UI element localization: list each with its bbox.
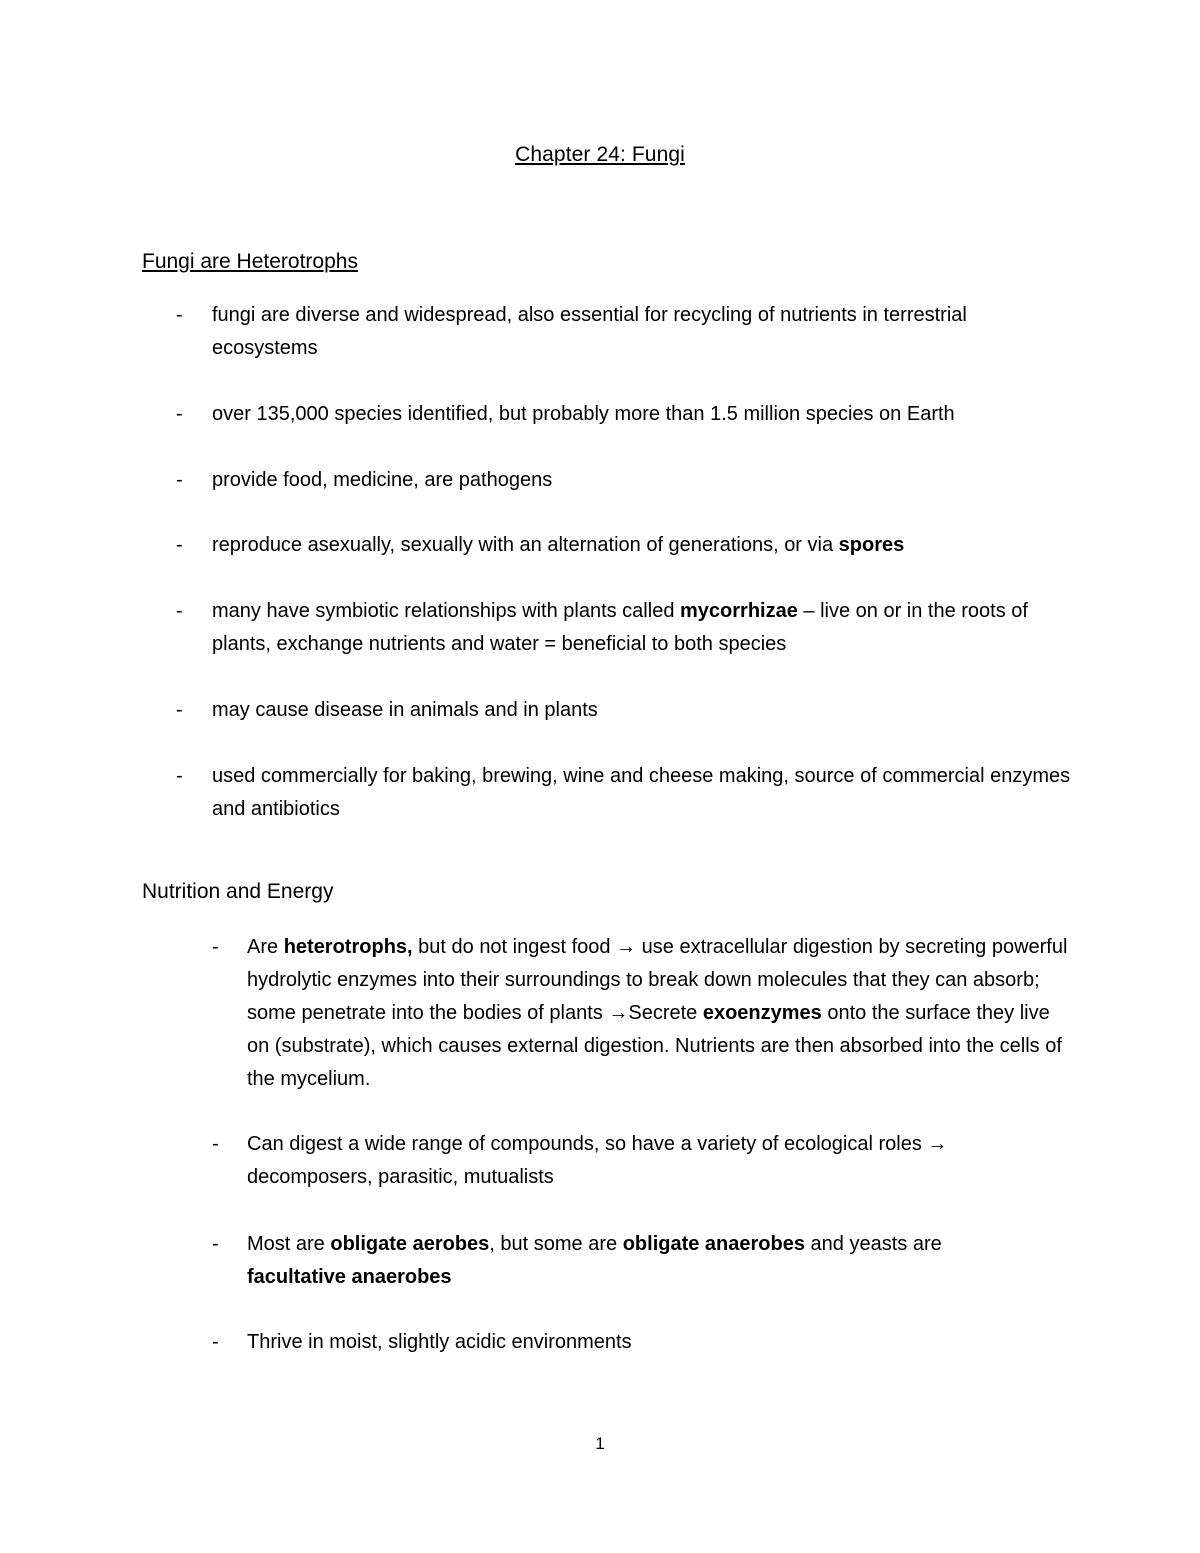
list-item <box>176 398 1076 431</box>
list-item <box>212 1228 1012 1294</box>
list-item <box>176 299 1076 365</box>
bullet-dash: - <box>176 304 183 326</box>
list-item <box>176 760 1076 826</box>
section-heading-heterotrophs: Fungi are Heterotrophs <box>142 250 358 273</box>
bullet-dash: - <box>212 936 219 958</box>
bullet-dash: - <box>176 765 183 787</box>
list-item-text: fungi are diverse and widespread, also essential for recycling of nutrients in terrestrial ecosystems <box>212 304 967 359</box>
list-item-text: many have symbiotic relationships with plants called mycorrhizae – live on or in the roots of plants, exchange nutrients and water = beneficial to both species <box>212 600 1028 655</box>
bullet-dash: - <box>176 469 183 491</box>
bullet-dash: - <box>212 1331 219 1353</box>
list-item-text: Are heterotrophs, but do not ingest food → use extracellular digestion by secreting powerful hydrolytic enzymes into their surroundings to break down molecules that they can absorb; some penetrate into the bodies of plants →Secrete exoenzymes onto the surface they live on (substrate), which causes external digestion. Nutrients are then absorbed into the cells of the mycelium. <box>247 936 1068 1090</box>
list-item-text: may cause disease in animals and in plants <box>212 699 598 721</box>
page-number: 1 <box>595 1434 605 1453</box>
list-item <box>212 1128 1012 1194</box>
page-title: Chapter 24: Fungi <box>515 143 685 166</box>
bullet-dash: - <box>176 600 183 622</box>
list-item-text: Can digest a wide range of compounds, so have a variety of ecological roles → decomposers, parasitic, mutualists <box>247 1133 948 1188</box>
list-item-text: over 135,000 species identified, but probably more than 1.5 million species on Earth <box>212 403 955 425</box>
bullet-dash: - <box>212 1133 219 1155</box>
list-item <box>212 931 1072 1096</box>
term-mycorrhizae: mycorrhizae <box>680 600 798 622</box>
list-item-text: Most are obligate aerobes, but some are obligate anaerobes and yeasts are facultative anaerobes <box>247 1233 942 1288</box>
arrow-right-icon: → <box>927 1133 948 1155</box>
arrow-right-icon: → <box>616 936 637 958</box>
list-item <box>176 529 1076 562</box>
bullet-dash: - <box>176 534 183 556</box>
section-heading-nutrition: Nutrition and Energy <box>142 880 334 903</box>
bullet-dash: - <box>212 1233 219 1255</box>
term-exoenzymes: exoenzymes <box>702 1002 822 1024</box>
list-item-text: provide food, medicine, are pathogens <box>212 469 553 491</box>
list-item <box>176 595 1056 661</box>
list-item-text: reproduce asexually, sexually with an alternation of generations, or via spores <box>212 534 905 556</box>
arrow-right-icon: → <box>608 1002 629 1024</box>
list-item <box>212 1326 1072 1359</box>
bullet-dash: - <box>176 699 183 721</box>
list-item-text: Thrive in moist, slightly acidic environments <box>247 1331 632 1353</box>
term-obligate-aerobes: obligate aerobes <box>330 1233 490 1255</box>
term-facultative-anaerobes: facultative anaerobes <box>247 1266 452 1288</box>
list-item <box>176 464 1076 497</box>
term-heterotrophs: heterotrophs, <box>283 936 413 958</box>
term-spores: spores <box>838 534 905 556</box>
term-obligate-anaerobes: obligate anaerobes <box>622 1233 805 1255</box>
list-item <box>176 694 1076 727</box>
bullet-dash: - <box>176 403 183 425</box>
list-item-text: used commercially for baking, brewing, wine and cheese making, source of commercial enzymes and antibiotics <box>212 765 1071 820</box>
